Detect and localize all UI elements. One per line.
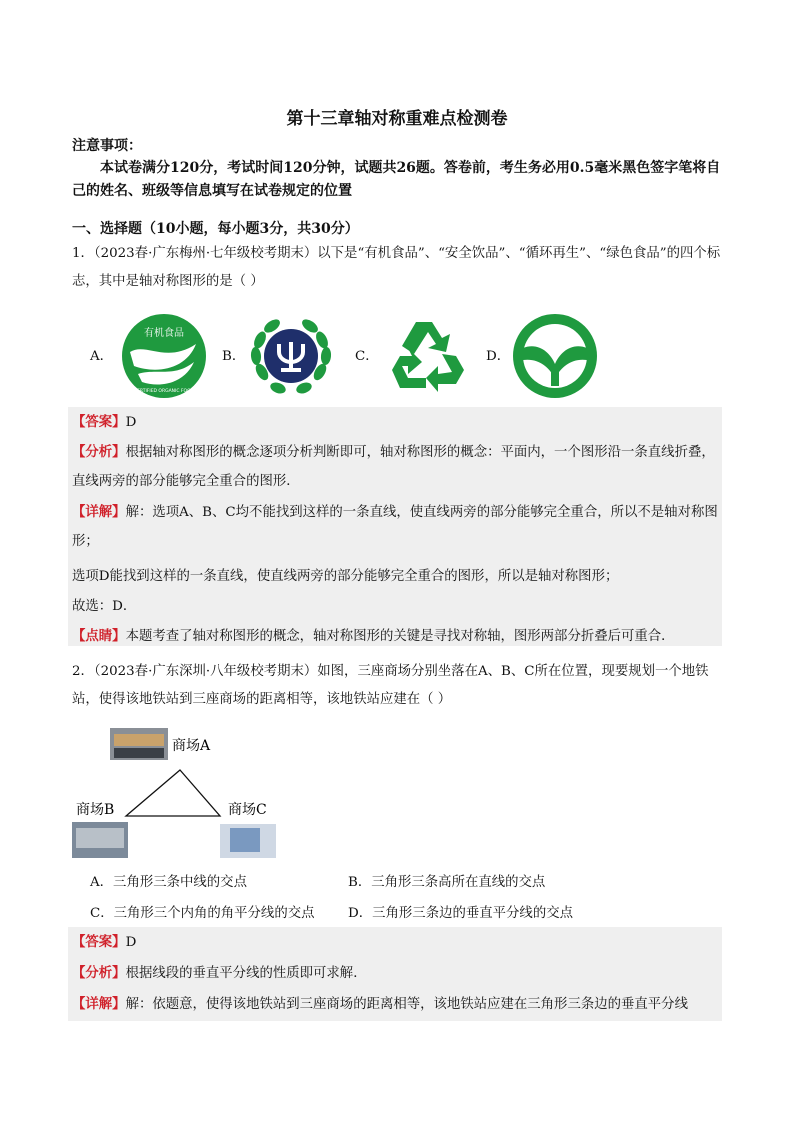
logo-a-text: 有机食品	[144, 328, 184, 339]
safe-drink-logo-icon	[248, 312, 334, 398]
question-2-stem: 2．（2023春·广东深圳·八年级校考期末）如图，三座商场分别坐落在A、B、C所在位置，现要规划一个地铁站，使得该地铁站到三座商场的距离相等，该地铁站应建在（ ）	[72, 664, 709, 707]
q2-answer: 【答案】D	[72, 934, 137, 950]
q1-option-a-label: A．	[90, 349, 114, 364]
mall-triangle-diagram	[70, 724, 300, 864]
q2-analysis: 【分析】根据线段的垂直平分线的性质即可求解．	[72, 965, 367, 981]
organic-food-logo-icon	[116, 312, 212, 400]
q1-answer: 【答案】D	[72, 414, 137, 430]
q1-option-d-label: D．	[486, 349, 511, 364]
question-1-stem: 1．（2023春·广东梅州·七年级校考期末）以下是“有机食品”、“安全饮品”、“循环再生”、“绿色食品”的四个标志，其中是轴对称图形的是（ ）	[72, 246, 721, 289]
q2-choice-a: A．三角形三条中线的交点	[90, 875, 247, 890]
green-food-logo-icon	[510, 312, 600, 400]
q2-choice-d: D．三角形三条边的垂直平分线的交点	[348, 906, 573, 921]
label-mall-a: 商场A	[172, 738, 211, 754]
label-mall-b: 商场B	[76, 802, 115, 818]
q1-option-c-label: C．	[355, 349, 379, 364]
q2-choice-b: B．三角形三条高所在直线的交点	[348, 875, 546, 890]
q2-choice-c: C．三角形三个内角的角平分线的交点	[90, 906, 315, 921]
recycle-logo-icon	[386, 316, 470, 396]
label-mall-c: 商场C	[228, 802, 267, 818]
q1-detail-3: 故选：D．	[72, 599, 137, 614]
q1-detail-2: 选项D能找到这样的一条直线，使直线两旁的部分能够完全重合的图形，所以是轴对称图形；	[72, 569, 619, 584]
logo-a-arc-text: CERTIFIED ORGANIC FOOD	[133, 389, 195, 394]
q1-detail-1: 【详解】解：选项A、B、C均不能找到这样的一条直线，使直线两旁的部分能够完全重合，所以不是轴对称图形；	[72, 504, 718, 549]
page-title: 第十三章轴对称重难点检测卷	[286, 109, 508, 129]
q2-detail: 【详解】解：依题意，使得该地铁站到三座商场的距离相等，该地铁站应建在三角形三条边的垂直平分线	[72, 996, 688, 1012]
notice-heading: 注意事项：	[72, 138, 142, 154]
q1-comment: 【点睛】本题考查了轴对称图形的概念，轴对称图形的关键是寻找对称轴，图形两部分折叠后可重合．	[72, 628, 675, 644]
triangle	[126, 770, 220, 816]
section-heading: 一、选择题（10小题，每小题3分，共30分）	[72, 221, 359, 237]
notice-body: 本试卷满分120分，考试时间120分钟，试题共26题。答卷前，考生务必用0.5毫米黑色签字笔将自己的姓名、班级等信息填写在试卷规定的位置	[72, 160, 721, 199]
q1-option-b-label: B．	[222, 349, 246, 364]
q1-analysis: 【分析】根据轴对称图形的概念逐项分析判断即可，轴对称图形的概念：平面内，一个图形沿一条直线折叠，直线两旁的部分能够完全重合的图形．	[72, 444, 715, 489]
